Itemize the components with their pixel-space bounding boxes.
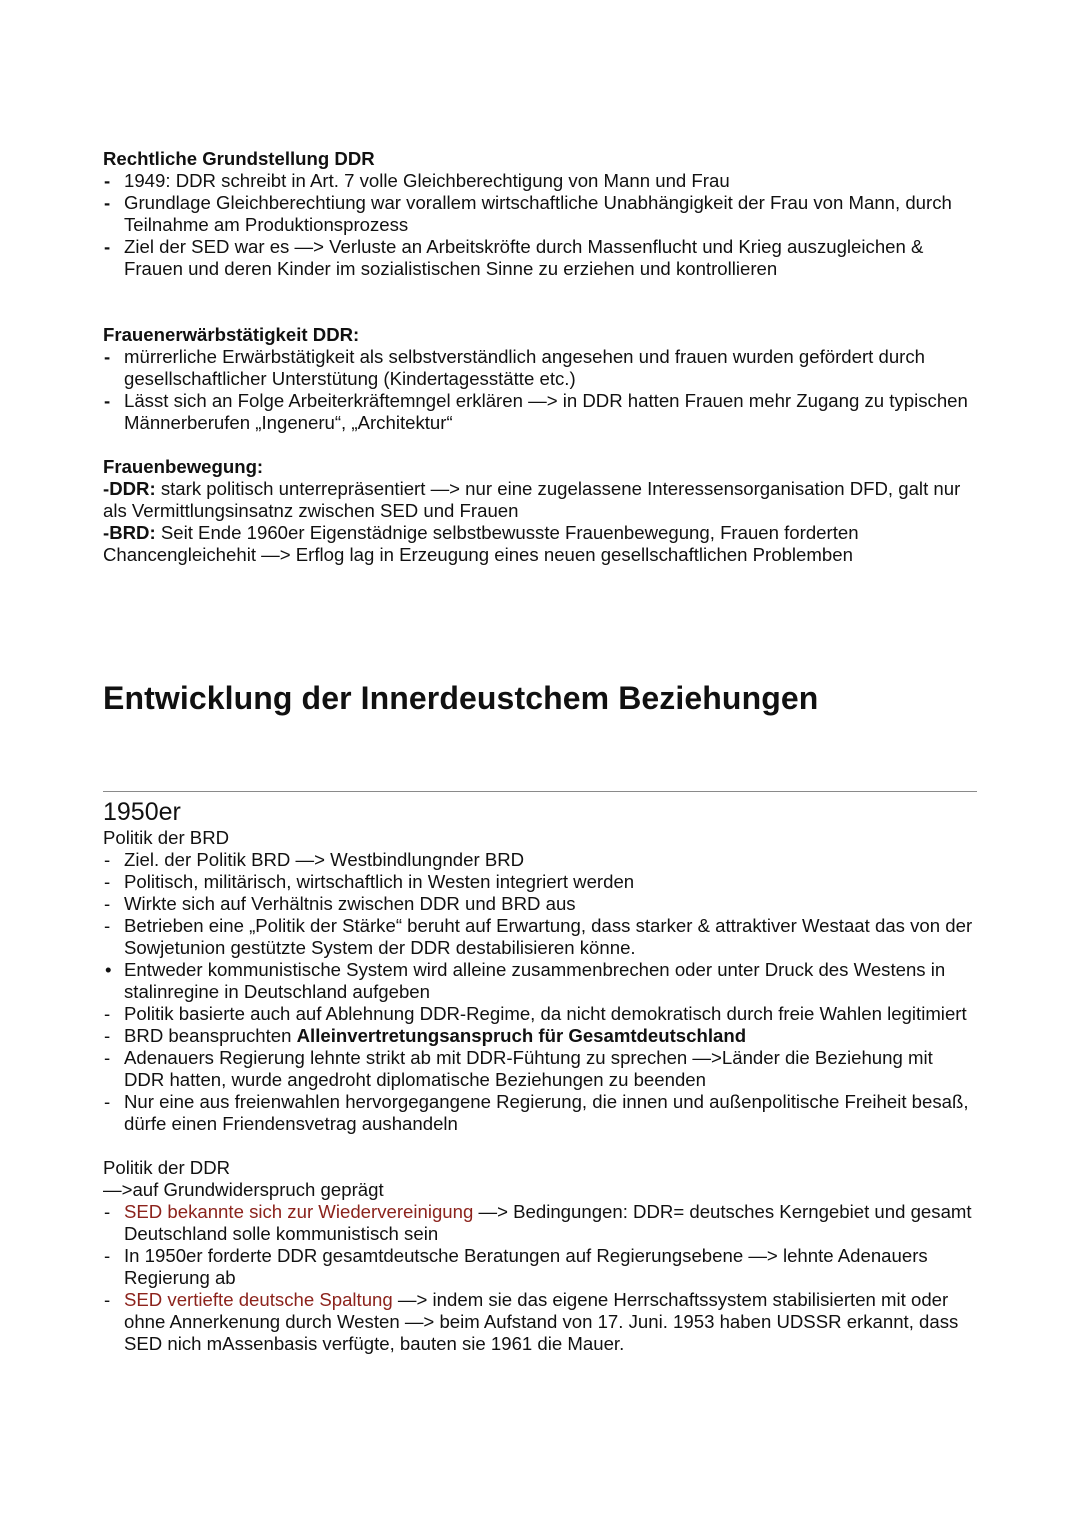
claim-bold: Alleinvertretungsanspruch für Gesamtdeutschland: [296, 1025, 747, 1046]
list-item: - Nur eine aus freienwahlen hervorgegangene Regierung, die innen und außenpolitische Freiheit besaß, dürfe einen Friendensvetrag aushandeln: [103, 1091, 978, 1135]
brd-text: Seit Ende 1960er Eigenstädnige selbstbewusste Frauenbewegung, Frauen forderten Chancengleichehit —> Erflog lag in Erzeugung eines neuen gesellschaftlichen Problemben: [103, 522, 859, 565]
list-item: - Wirkte sich auf Verhältnis zwischen DDR und BRD aus: [103, 893, 978, 915]
highlight-text: SED vertiefte deutsche Spaltung: [124, 1289, 393, 1310]
section-frauenbewegung: [103, 456, 978, 566]
ddr-label: -DDR:: [103, 478, 156, 499]
item-text: —> indem sie das eigene Herrschaftssystem stabilisierten mit oder ohne Annerkenung durch Westen —> beim Aufstand von 17. Juni. 1953 haben UDSSR erkannt, dass SED nich mAssenbasis verfügte, bauten sie 1961 die Mauer.: [124, 1289, 959, 1354]
list-item: - Lässt sich an Folge Arbeiterkräftemngel erklären —> in DDR hatten Frauen mehr Zugang zu typischen Männerberufen „Ingeneru“, „Architektur“: [103, 390, 978, 434]
section-rechtliche-grundstellung: [103, 148, 978, 280]
section-politik-ddr: [103, 1157, 978, 1355]
claim-prefix: BRD beanspruchten: [124, 1025, 297, 1046]
bullet-list: [103, 170, 978, 280]
section-heading: Rechtliche Grundstellung DDR: [103, 148, 375, 169]
brd-paragraph: [103, 522, 978, 566]
bullet-list: [103, 849, 978, 1135]
ddr-text: stark politisch unterrepräsentiert —> nur eine zugelassene Interessensorganisation DFD, galt nur als Vermittlungsinsatnz zwischen SED und Frauen: [103, 478, 961, 521]
decade-heading: 1950er: [103, 798, 181, 826]
section-heading: Frauenbewegung:: [103, 456, 264, 477]
list-item: - Ziel. der Politik BRD —> Westbindlungnder BRD: [103, 849, 978, 871]
list-item: [103, 1289, 978, 1355]
section-heading: Politik der BRD: [103, 827, 230, 848]
brd-label: -BRD:: [103, 522, 156, 543]
list-item: - 1949: DDR schreibt in Art. 7 volle Gleichberechtigung von Mann und Frau: [103, 170, 978, 192]
list-item: • Entweder kommunistische System wird alleine zusammenbrechen oder unter Druck des Westens in stalinregine in Deutschland aufgeben: [103, 959, 978, 1003]
document-page: [103, 148, 978, 1355]
highlight-text: SED bekannte sich zur Wiedervereinigung: [124, 1201, 474, 1222]
list-item: [103, 1025, 978, 1047]
list-item: - Grundlage Gleichberechtiung war vorallem wirtschaftliche Unabhängigkeit der Frau von Mann, durch Teilnahme am Produktionsprozess: [103, 192, 978, 236]
list-item: - Politisch, militärisch, wirtschaftlich in Westen integriert werden: [103, 871, 978, 893]
section-politik-brd: [103, 827, 978, 1135]
list-item: - In 1950er forderte DDR gesamtdeutsche Beratungen auf Regierungsebene —> lehnte Adenauers Regierung ab: [103, 1245, 978, 1289]
bullet-list: [103, 346, 978, 434]
item-text: —> Bedingungen: DDR= deutsches Kerngebiet und gesamt Deutschland solle kommunistisch sein: [124, 1201, 972, 1244]
section-heading: Frauenerwärbstätigkeit DDR:: [103, 324, 360, 345]
list-item: - Betrieben eine „Politik der Stärke“ beruht auf Erwartung, dass starker & attraktiver Westaat das von der Sowjetunion gestützte System der DDR destabilisieren könne.: [103, 915, 978, 959]
list-item: - mürrerliche Erwärbstätigkeit als selbstverständlich angesehen und frauen wurden gefördert durch gesellschaftlicher Unterstütung (Kindertagesstätte etc.): [103, 346, 978, 390]
list-item: - Politik basierte auch auf Ablehnung DDR-Regime, da nicht demokratisch durch freie Wahlen legitimiert: [103, 1003, 978, 1025]
bullet-list: [103, 1201, 978, 1355]
ddr-paragraph: [103, 478, 978, 522]
section-frauenerwerbstaetigkeit: [103, 324, 978, 434]
list-item: - Adenauers Regierung lehnte strikt ab mit DDR-Fühtung zu sprechen —>Länder die Beziehung mit DDR hatten, wurde angedroht diplomatische Beziehungen zu beenden: [103, 1047, 978, 1091]
page-title: Entwicklung der Innerdeustchem Beziehungen: [103, 680, 819, 716]
list-item: [103, 1201, 978, 1245]
section-subline: —>auf Grundwiderspruch geprägt: [103, 1179, 384, 1200]
list-item: - Ziel der SED war es —> Verluste an Arbeitskröfte durch Massenflucht und Krieg auszugleichen & Frauen und deren Kinder im sozialistischen Sinne zu erziehen und kontrollieren: [103, 236, 978, 280]
section-heading: Politik der DDR: [103, 1157, 231, 1178]
